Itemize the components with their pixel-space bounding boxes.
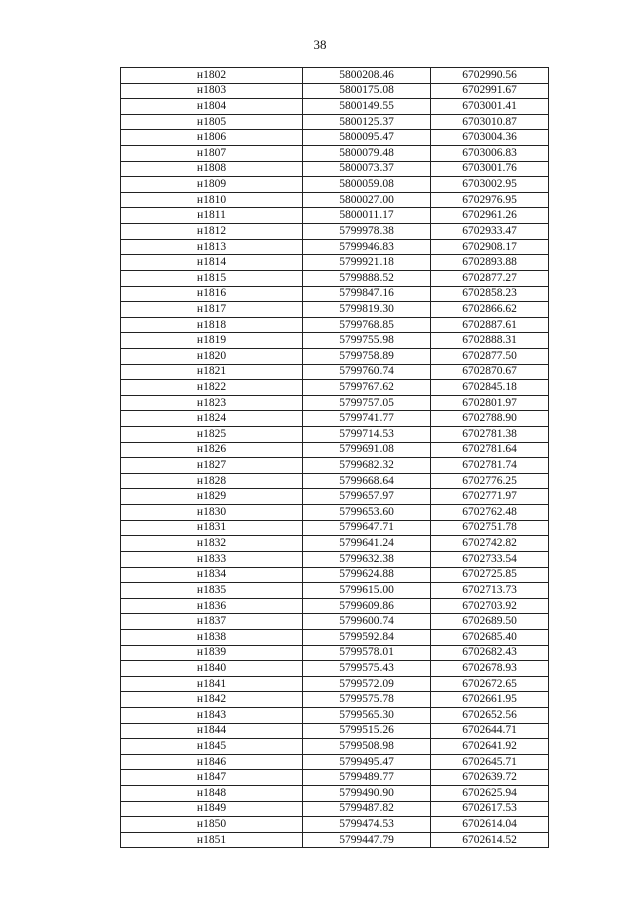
x-coordinate-cell: 5799489.77 — [303, 770, 431, 786]
table-row — [121, 676, 549, 692]
y-coordinate-cell: 6702682.43 — [431, 645, 549, 661]
table-row — [121, 520, 549, 536]
y-coordinate-cell: 6702641.92 — [431, 739, 549, 755]
table-row — [121, 364, 549, 380]
x-coordinate-cell: 5799741.77 — [303, 411, 431, 427]
y-coordinate-cell: 6702858.23 — [431, 286, 549, 302]
table-row — [121, 489, 549, 505]
table-row — [121, 817, 549, 833]
x-coordinate-cell: 5799978.38 — [303, 224, 431, 240]
x-coordinate-cell: 5799691.08 — [303, 442, 431, 458]
x-coordinate-cell: 5799600.74 — [303, 614, 431, 630]
x-coordinate-cell: 5799624.88 — [303, 567, 431, 583]
table-row — [121, 505, 549, 521]
y-coordinate-cell: 6703001.41 — [431, 99, 549, 115]
y-coordinate-cell: 6702877.50 — [431, 348, 549, 364]
table-row — [121, 192, 549, 208]
point-id-cell: н1813 — [121, 239, 303, 255]
y-coordinate-cell: 6702742.82 — [431, 536, 549, 552]
table-row — [121, 255, 549, 271]
y-coordinate-cell: 6702733.54 — [431, 551, 549, 567]
y-coordinate-cell: 6702762.48 — [431, 505, 549, 521]
x-coordinate-cell: 5800073.37 — [303, 161, 431, 177]
point-id-cell: н1816 — [121, 286, 303, 302]
y-coordinate-cell: 6702877.27 — [431, 270, 549, 286]
x-coordinate-cell: 5800149.55 — [303, 99, 431, 115]
x-coordinate-cell: 5799490.90 — [303, 786, 431, 802]
table-row — [121, 551, 549, 567]
y-coordinate-cell: 6703010.87 — [431, 114, 549, 130]
table-row — [121, 723, 549, 739]
y-coordinate-cell: 6702652.56 — [431, 707, 549, 723]
y-coordinate-cell: 6702725.85 — [431, 567, 549, 583]
x-coordinate-cell: 5799508.98 — [303, 739, 431, 755]
point-id-cell: н1806 — [121, 130, 303, 146]
x-coordinate-cell: 5799946.83 — [303, 239, 431, 255]
coordinates-table — [120, 67, 549, 848]
table-row — [121, 99, 549, 115]
point-id-cell: н1831 — [121, 520, 303, 536]
point-id-cell: н1840 — [121, 661, 303, 677]
y-coordinate-cell: 6702771.97 — [431, 489, 549, 505]
table-row — [121, 473, 549, 489]
y-coordinate-cell: 6702661.95 — [431, 692, 549, 708]
point-id-cell: н1818 — [121, 317, 303, 333]
y-coordinate-cell: 6702961.26 — [431, 208, 549, 224]
point-id-cell: н1803 — [121, 83, 303, 99]
table-row — [121, 286, 549, 302]
x-coordinate-cell: 5799921.18 — [303, 255, 431, 271]
x-coordinate-cell: 5799647.71 — [303, 520, 431, 536]
y-coordinate-cell: 6702614.52 — [431, 832, 549, 848]
point-id-cell: н1810 — [121, 192, 303, 208]
table-row — [121, 130, 549, 146]
table-row — [121, 786, 549, 802]
point-id-cell: н1809 — [121, 177, 303, 193]
y-coordinate-cell: 6702845.18 — [431, 380, 549, 396]
point-id-cell: н1811 — [121, 208, 303, 224]
table-row — [121, 739, 549, 755]
y-coordinate-cell: 6702870.67 — [431, 364, 549, 380]
point-id-cell: н1834 — [121, 567, 303, 583]
point-id-cell: н1842 — [121, 692, 303, 708]
table-row — [121, 177, 549, 193]
table-row — [121, 645, 549, 661]
point-id-cell: н1830 — [121, 505, 303, 521]
point-id-cell: н1814 — [121, 255, 303, 271]
table-row — [121, 770, 549, 786]
page-number: 38 — [313, 37, 327, 52]
y-coordinate-cell: 6702617.53 — [431, 801, 549, 817]
point-id-cell: н1833 — [121, 551, 303, 567]
point-id-cell: н1812 — [121, 224, 303, 240]
y-coordinate-cell: 6703002.95 — [431, 177, 549, 193]
y-coordinate-cell: 6703001.76 — [431, 161, 549, 177]
x-coordinate-cell: 5799575.78 — [303, 692, 431, 708]
table-row — [121, 536, 549, 552]
y-coordinate-cell: 6702639.72 — [431, 770, 549, 786]
x-coordinate-cell: 5799653.60 — [303, 505, 431, 521]
y-coordinate-cell: 6702689.50 — [431, 614, 549, 630]
y-coordinate-cell: 6703004.36 — [431, 130, 549, 146]
point-id-cell: н1849 — [121, 801, 303, 817]
x-coordinate-cell: 5799888.52 — [303, 270, 431, 286]
table-row — [121, 442, 549, 458]
y-coordinate-cell: 6702645.71 — [431, 754, 549, 770]
y-coordinate-cell: 6702685.40 — [431, 629, 549, 645]
table-row — [121, 224, 549, 240]
table-row — [121, 348, 549, 364]
point-id-cell: н1825 — [121, 427, 303, 443]
x-coordinate-cell: 5799615.00 — [303, 583, 431, 599]
table-row — [121, 239, 549, 255]
x-coordinate-cell: 5800208.46 — [303, 68, 431, 84]
y-coordinate-cell: 6702781.38 — [431, 427, 549, 443]
point-id-cell: н1847 — [121, 770, 303, 786]
table-row — [121, 692, 549, 708]
point-id-cell: н1828 — [121, 473, 303, 489]
point-id-cell: н1838 — [121, 629, 303, 645]
table-row — [121, 114, 549, 130]
y-coordinate-cell: 6702781.64 — [431, 442, 549, 458]
table-row — [121, 302, 549, 318]
point-id-cell: н1823 — [121, 395, 303, 411]
y-coordinate-cell: 6702990.56 — [431, 68, 549, 84]
table-row — [121, 161, 549, 177]
table-row — [121, 598, 549, 614]
x-coordinate-cell: 5799682.32 — [303, 458, 431, 474]
point-id-cell: н1807 — [121, 146, 303, 162]
point-id-cell: н1808 — [121, 161, 303, 177]
table-row — [121, 411, 549, 427]
x-coordinate-cell: 5799609.86 — [303, 598, 431, 614]
y-coordinate-cell: 6702776.25 — [431, 473, 549, 489]
point-id-cell: н1846 — [121, 754, 303, 770]
x-coordinate-cell: 5799641.24 — [303, 536, 431, 552]
x-coordinate-cell: 5799572.09 — [303, 676, 431, 692]
y-coordinate-cell: 6702625.94 — [431, 786, 549, 802]
table-row — [121, 458, 549, 474]
table-row — [121, 707, 549, 723]
point-id-cell: н1841 — [121, 676, 303, 692]
table-row — [121, 270, 549, 286]
y-coordinate-cell: 6702751.78 — [431, 520, 549, 536]
y-coordinate-cell: 6702976.95 — [431, 192, 549, 208]
y-coordinate-cell: 6702866.62 — [431, 302, 549, 318]
x-coordinate-cell: 5799578.01 — [303, 645, 431, 661]
x-coordinate-cell: 5799632.38 — [303, 551, 431, 567]
point-id-cell: н1845 — [121, 739, 303, 755]
x-coordinate-cell: 5799714.53 — [303, 427, 431, 443]
x-coordinate-cell: 5800027.00 — [303, 192, 431, 208]
x-coordinate-cell: 5799758.89 — [303, 348, 431, 364]
x-coordinate-cell: 5799847.16 — [303, 286, 431, 302]
x-coordinate-cell: 5799757.05 — [303, 395, 431, 411]
x-coordinate-cell: 5799447.79 — [303, 832, 431, 848]
point-id-cell: н1829 — [121, 489, 303, 505]
point-id-cell: н1837 — [121, 614, 303, 630]
y-coordinate-cell: 6702888.31 — [431, 333, 549, 349]
point-id-cell: н1805 — [121, 114, 303, 130]
table-row — [121, 754, 549, 770]
y-coordinate-cell: 6702781.74 — [431, 458, 549, 474]
x-coordinate-cell: 5800059.08 — [303, 177, 431, 193]
y-coordinate-cell: 6702991.67 — [431, 83, 549, 99]
point-id-cell: н1844 — [121, 723, 303, 739]
coordinates-table-body — [121, 68, 549, 848]
y-coordinate-cell: 6702672.65 — [431, 676, 549, 692]
point-id-cell: н1820 — [121, 348, 303, 364]
y-coordinate-cell: 6702933.47 — [431, 224, 549, 240]
x-coordinate-cell: 5799755.98 — [303, 333, 431, 349]
x-coordinate-cell: 5799487.82 — [303, 801, 431, 817]
table-row — [121, 68, 549, 84]
table-row — [121, 146, 549, 162]
x-coordinate-cell: 5799767.62 — [303, 380, 431, 396]
table-row — [121, 832, 549, 848]
x-coordinate-cell: 5799760.74 — [303, 364, 431, 380]
table-row — [121, 583, 549, 599]
x-coordinate-cell: 5800079.48 — [303, 146, 431, 162]
point-id-cell: н1848 — [121, 786, 303, 802]
point-id-cell: н1851 — [121, 832, 303, 848]
point-id-cell: н1824 — [121, 411, 303, 427]
table-row — [121, 427, 549, 443]
point-id-cell: н1815 — [121, 270, 303, 286]
point-id-cell: н1826 — [121, 442, 303, 458]
table-row — [121, 380, 549, 396]
table-row — [121, 614, 549, 630]
x-coordinate-cell: 5800011.17 — [303, 208, 431, 224]
y-coordinate-cell: 6702703.92 — [431, 598, 549, 614]
x-coordinate-cell: 5799657.97 — [303, 489, 431, 505]
x-coordinate-cell: 5799495.47 — [303, 754, 431, 770]
table-row — [121, 567, 549, 583]
y-coordinate-cell: 6702644.71 — [431, 723, 549, 739]
point-id-cell: н1832 — [121, 536, 303, 552]
x-coordinate-cell: 5800095.47 — [303, 130, 431, 146]
point-id-cell: н1802 — [121, 68, 303, 84]
y-coordinate-cell: 6702788.90 — [431, 411, 549, 427]
y-coordinate-cell: 6702614.04 — [431, 817, 549, 833]
y-coordinate-cell: 6702801.97 — [431, 395, 549, 411]
x-coordinate-cell: 5799575.43 — [303, 661, 431, 677]
point-id-cell: н1821 — [121, 364, 303, 380]
point-id-cell: н1843 — [121, 707, 303, 723]
x-coordinate-cell: 5799474.53 — [303, 817, 431, 833]
table-row — [121, 661, 549, 677]
point-id-cell: н1822 — [121, 380, 303, 396]
x-coordinate-cell: 5800175.08 — [303, 83, 431, 99]
point-id-cell: н1817 — [121, 302, 303, 318]
point-id-cell: н1850 — [121, 817, 303, 833]
point-id-cell: н1804 — [121, 99, 303, 115]
point-id-cell: н1839 — [121, 645, 303, 661]
point-id-cell: н1827 — [121, 458, 303, 474]
point-id-cell: н1819 — [121, 333, 303, 349]
y-coordinate-cell: 6702887.61 — [431, 317, 549, 333]
table-row — [121, 208, 549, 224]
table-row — [121, 83, 549, 99]
point-id-cell: н1835 — [121, 583, 303, 599]
x-coordinate-cell: 5799565.30 — [303, 707, 431, 723]
x-coordinate-cell: 5799515.26 — [303, 723, 431, 739]
table-row — [121, 395, 549, 411]
y-coordinate-cell: 6702893.88 — [431, 255, 549, 271]
x-coordinate-cell: 5799819.30 — [303, 302, 431, 318]
table-row — [121, 629, 549, 645]
x-coordinate-cell: 5799592.84 — [303, 629, 431, 645]
y-coordinate-cell: 6702908.17 — [431, 239, 549, 255]
y-coordinate-cell: 6702678.93 — [431, 661, 549, 677]
x-coordinate-cell: 5799768.85 — [303, 317, 431, 333]
y-coordinate-cell: 6703006.83 — [431, 146, 549, 162]
table-row — [121, 317, 549, 333]
y-coordinate-cell: 6702713.73 — [431, 583, 549, 599]
table-row — [121, 333, 549, 349]
point-id-cell: н1836 — [121, 598, 303, 614]
x-coordinate-cell: 5800125.37 — [303, 114, 431, 130]
table-row — [121, 801, 549, 817]
x-coordinate-cell: 5799668.64 — [303, 473, 431, 489]
